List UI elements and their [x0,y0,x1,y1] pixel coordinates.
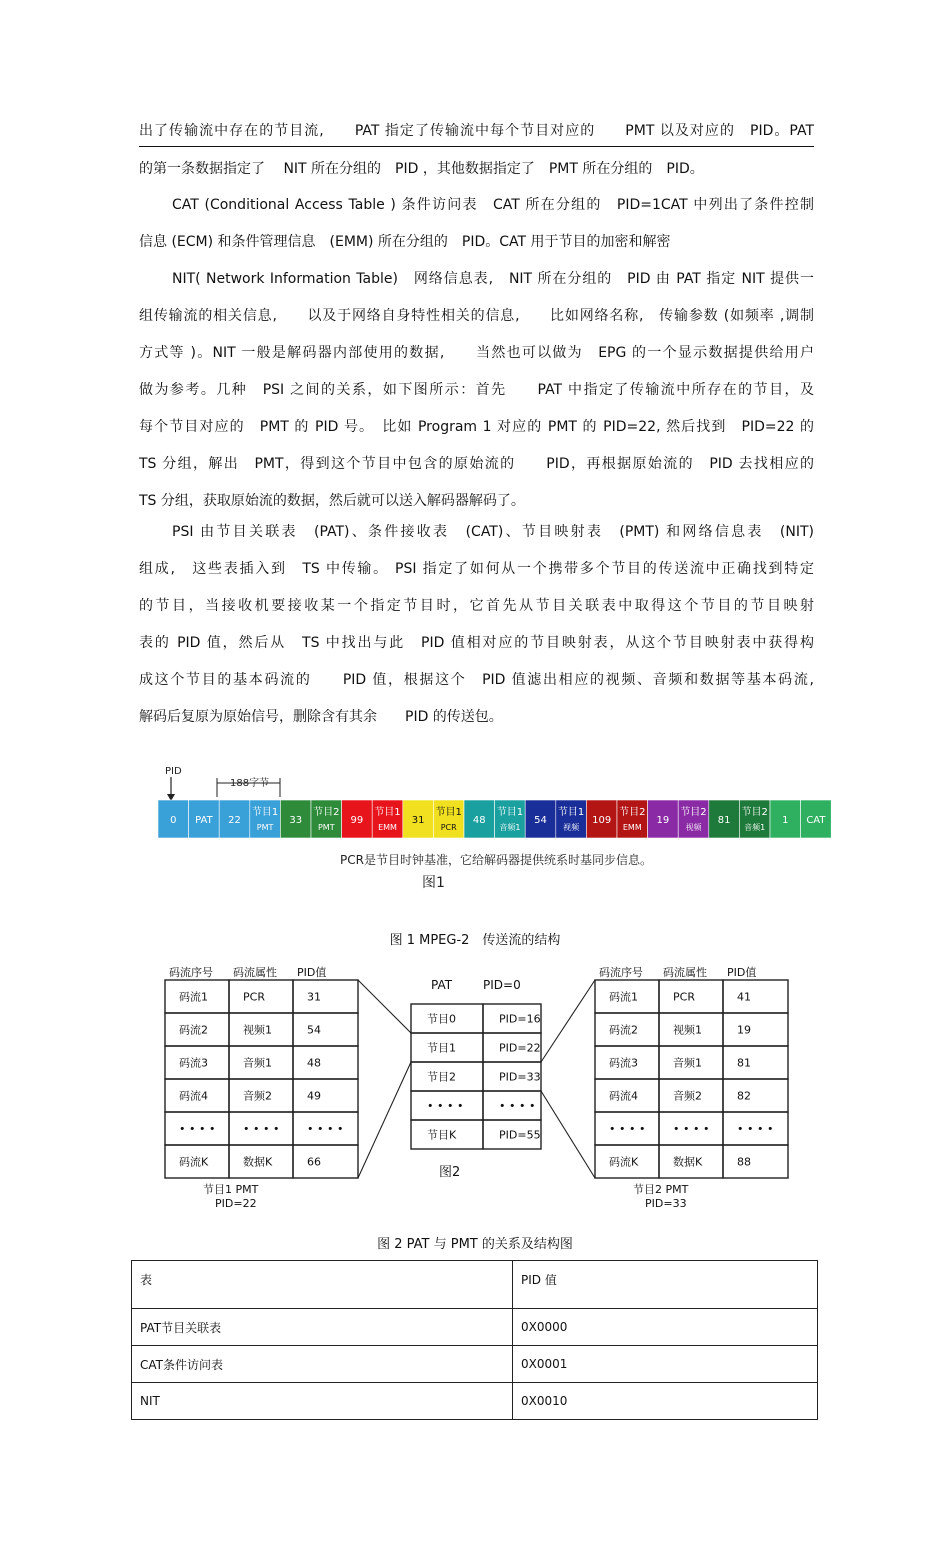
pmt-header: PID值 [297,966,327,979]
pat-cell-text: 节目K [427,1128,457,1142]
pmt-header: 码流属性 [663,966,707,979]
figure-2-label: 图2 [439,1165,461,1180]
figure-2-content [165,965,788,1210]
paragraph-4 [139,514,814,736]
text-line: 方式等 )。NIT 一般是解码器内部使用的数据, 当然也可以做为 EPG 的一个显示数据提供给用户 [139,345,814,361]
text-line: 做为参考。几种 PSI 之间的关系，如下图所示：首先 PAT 中指定了传输流中所存在的节目，及 [139,382,814,398]
pat-cell-text: PID=16 [499,1012,541,1026]
text-line: 的节目，当接收机要接收某一个指定节目时，它首先从节目关联表中取得这个节目的节目映射 [139,598,814,614]
pmt-cell-text: 19 [737,1023,751,1037]
stream-cell-label: EMM [378,823,397,832]
text-line: 表的 PID 值，然后从 TS 中找出与此 PID 值相对应的节目映射表，从这个节目映射表中获得构 [139,635,814,651]
connector-line [358,1062,411,1178]
stream-cell-label: 22 [228,815,241,826]
pmt-cell-text: 81 [737,1056,751,1070]
figure-2-pat-pmt [155,960,805,1220]
pat-cell-text: PID=55 [499,1128,541,1142]
pmt-header: 码流序号 [599,966,643,979]
table-cell: CAT条件访问表 [132,1346,513,1383]
table-cell: PAT节目关联表 [132,1309,513,1346]
pmt-cell-text: 码流3 [609,1056,638,1070]
pmt-cell-text: PCR [673,990,695,1004]
text-line: 解码后复原为原始信号，删除含有其余 PID 的传送包。 [139,709,503,725]
pmt-cell-text: 音频2 [243,1089,272,1103]
pmt-cell-text: 82 [737,1089,751,1103]
stream-cell [372,800,403,838]
pmt-caption: PID=22 [215,1197,257,1210]
pmt-cell-text: • • • • [243,1122,280,1136]
text-line: 组传输流的相关信息, 以及于网络自身特性相关的信息, 比如网络名称, 传输参数 (如频率 ,调制 [139,308,814,324]
table-cell: 0X0000 [513,1309,818,1346]
table-header-cell: 表 [132,1261,513,1309]
table-row [132,1346,818,1383]
stream-cell-label: 33 [289,815,303,826]
pat-cell-text: 节目0 [427,1012,456,1026]
stream-cell [556,800,587,838]
pmt-cell-text: 码流1 [609,990,638,1004]
stream-cell [739,800,770,838]
stream-cell-label: 视频 [563,823,580,832]
pmt-header: 码流属性 [233,966,277,979]
pmt-cell-text: • • • • [673,1122,710,1136]
stream-cell-label: 19 [656,815,670,826]
stream-cell-label: CAT [806,815,826,826]
stream-cell-label: 节目1 [557,807,585,818]
pid-table [131,1260,818,1420]
text-line: NIT( Network Information Table) 网络信息表, NIT 所在分组的 PID 由 PAT 指定 NIT 提供一 [172,271,814,287]
stream-cell-label: 1 [782,815,789,826]
table-row [132,1383,818,1420]
paragraph-3 [139,261,814,520]
connector-line [541,1091,595,1178]
bytes-label: 188字节 [230,778,270,789]
stream-cell-label: 节目2 [313,807,340,818]
figure-2-caption: 图 2 PAT 与 PMT 的关系及结构图 [377,1237,573,1252]
pmt-cell-text: 码流4 [609,1089,638,1103]
pmt-cell-text: 数据K [243,1155,273,1169]
text-line: CAT (Conditional Access Table ) 条件访问表 CAT 所在分组的 PID=1CAT 中列出了条件控制 [172,197,814,213]
pmt-cell [723,1079,788,1112]
text-line: TS 分组，获取原始流的数据，然后就可以送入解码器解码了。 [139,493,525,509]
pmt-cell-text: 码流K [609,1155,639,1169]
pmt-cell-text: 视频1 [673,1023,702,1037]
pmt-cell [723,1145,788,1178]
pmt-cell [293,1046,358,1079]
pmt-cell-text: 66 [307,1155,321,1169]
paragraph-1 [139,113,814,188]
pmt-caption: PID=33 [645,1197,687,1210]
stream-cell-label: 节目2 [619,807,646,818]
pmt-cell-text: 数据K [673,1155,703,1169]
stream-cell [311,800,342,838]
stream-cell-label: 48 [472,815,486,826]
stream-cell-label: PMT [256,823,274,832]
text-line: 每个节目对应的 PMT 的 PID 号。 比如 Program 1 对应的 PMT 的 PID=22, 然后找到 PID=22 的 [139,419,814,435]
pmt-cell-text: • • • • [179,1122,216,1136]
connector-line [358,980,411,1033]
paragraph-2 [139,187,814,261]
pmt-cell [723,1046,788,1079]
pat-cell-text: • • • • [427,1099,464,1113]
stream-cell-label: PMT [317,823,335,832]
stream-cell-label: EMM [622,823,642,832]
text-line: 出了传输流中存在的节目流, PAT 指定了传输流中每个节目对应的 PMT 以及对应的 PID。PAT [139,116,814,147]
pmt-cell-text: 88 [737,1155,751,1169]
stream-cell-label: PAT [195,815,213,826]
table-header-row [132,1261,818,1309]
pmt-cell-text: 54 [307,1023,321,1037]
pmt-cell-text: • • • • [609,1122,646,1136]
pmt-cell [293,1145,358,1178]
pat-header: PAT [431,978,453,992]
stream-cell-label: 81 [717,815,731,826]
stream-cell-label: 99 [350,815,364,826]
pmt-cell-text: PCR [243,990,265,1004]
pmt-cell-text: 31 [307,990,321,1004]
pmt-cell-text: 码流K [179,1155,209,1169]
pmt-cell-text: 码流4 [179,1089,208,1103]
text-line: 的第一条数据指定了 NIT 所在分组的 PID ，其他数据指定了 PMT 所在分组的 PID。 [139,161,704,177]
pmt-cell-text: 音频2 [673,1089,702,1103]
pmt-cell-text: 音频1 [243,1056,272,1070]
stream-cell-label: 31 [411,815,425,826]
stream-cell-label: 54 [534,815,547,826]
pmt-cell-text: 码流1 [179,990,208,1004]
stream-cell [678,800,709,838]
pmt-cell-text: 视频1 [243,1023,272,1037]
figure-1-transport-stream [150,760,850,895]
text-line: 组成, 这些表插入到 TS 中传输。 PSI 指定了如何从一个携带多个节目的传送流中正确找到特定 [139,561,814,577]
pid-label: PID [165,766,182,777]
pmt-cell-text: 码流2 [609,1023,638,1037]
pat-header: PID=0 [483,978,521,992]
pmt-cell [293,1079,358,1112]
table-cell: 0X0010 [513,1383,818,1420]
stream-cell-label: 节目1 [496,807,524,818]
stream-cells [158,800,831,838]
pat-cell-text: • • • • [499,1099,536,1113]
pmt-cell-text: 48 [307,1056,321,1070]
pcr-note: PCR是节目时钟基准，它给解码器提供统系时基同步信息。 [340,853,652,867]
stream-cell [250,800,281,838]
pat-cell-text: PID=33 [499,1070,541,1084]
stream-cell-label: 音频1 [744,823,766,832]
stream-cell-label: 节目1 [435,807,462,818]
pat-cell-text: PID=22 [499,1041,541,1055]
table-cell: 0X0001 [513,1346,818,1383]
pmt-cell-text: 49 [307,1089,321,1103]
pmt-cell-text: • • • • [737,1122,774,1136]
pmt-header: 码流序号 [169,966,213,979]
pmt-cell-text: 音频1 [673,1056,702,1070]
pmt-cell-text: 码流3 [179,1056,208,1070]
figure-1-label: 图1 [422,875,445,891]
connector-line [541,980,595,1062]
text-line: TS 分组，解出 PMT，得到这个节目中包含的原始流的 PID，再根据原始流的 PID 去找相应的 [139,456,814,472]
table-header-cell: PID 值 [513,1261,818,1309]
stream-cell-label: 节目1 [251,807,279,818]
table-cell: NIT [132,1383,513,1420]
text-line: 成这个节目的基本码流的 PID 值，根据这个 PID 值滤出相应的视频、音频和数据等基本码流, [139,672,814,688]
pmt-cell [293,1013,358,1046]
pmt-cell-text: 41 [737,990,751,1004]
pat-cell-text: 节目2 [427,1070,456,1084]
stream-cell-label: 视频 [685,823,702,832]
stream-cell-label: 节目2 [741,807,768,818]
pmt-caption: 节目1 PMT [203,1183,259,1196]
pat-cell-text: 节目1 [427,1041,456,1055]
stream-cell [617,800,648,838]
stream-cell [433,800,464,838]
pmt-caption: 节目2 PMT [633,1183,689,1196]
pmt-cell [723,980,788,1013]
text-line: 信息 (ECM) 和条件管理信息 (EMM) 所在分组的 PID。CAT 用于节目的加密和解密 [139,234,671,250]
figure-1-caption: 图 1 MPEG-2 传送流的结构 [389,933,561,948]
pmt-cell-text: 码流2 [179,1023,208,1037]
stream-cell-label: 109 [592,815,612,826]
stream-cell-label: 音频1 [499,823,521,832]
stream-cell-label: 0 [170,815,177,826]
stream-cell [495,800,526,838]
table-row [132,1309,818,1346]
stream-cell-label: 节目2 [680,807,707,818]
pmt-cell-text: • • • • [307,1122,344,1136]
stream-cell-label: 节目1 [374,807,401,818]
pmt-cell [293,980,358,1013]
stream-cell-label: PCR [440,823,457,832]
text-line: PSI 由节目关联表 (PAT)、条件接收表 (CAT)、节目映射表 (PMT) 和网络信息表 (NIT) [172,524,814,540]
pmt-cell [723,1013,788,1046]
pmt-header: PID值 [727,966,757,979]
